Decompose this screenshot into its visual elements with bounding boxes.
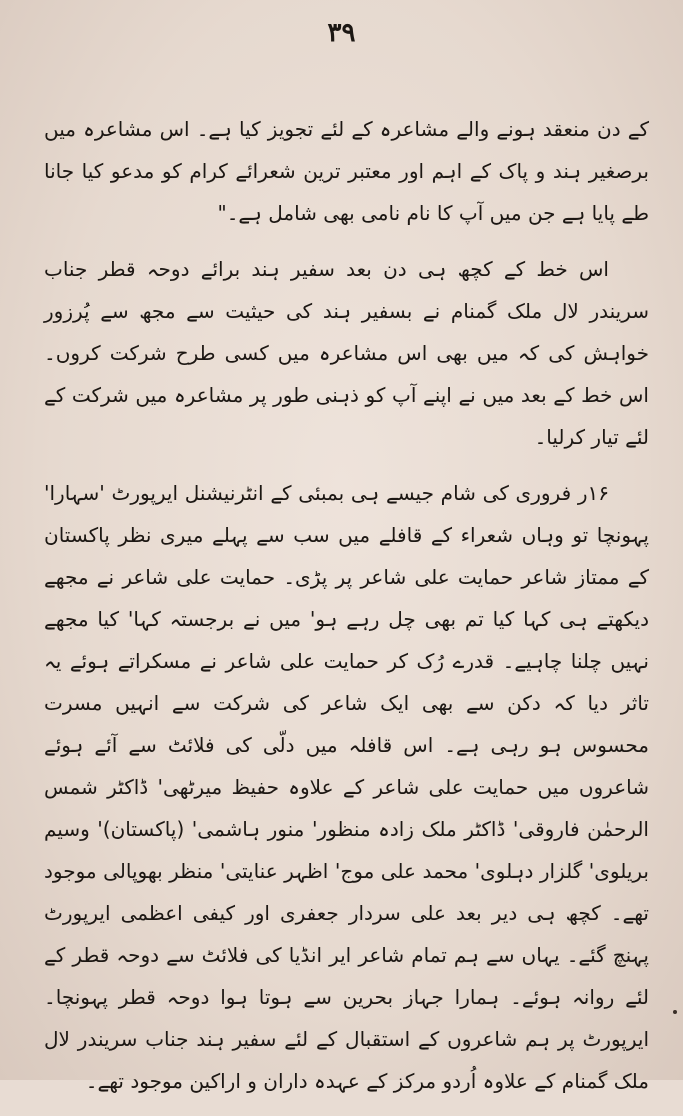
page-number: ۳۹ — [327, 18, 356, 48]
paragraph: ۱۶ر فروری کی شام جیسے ہی بمبئی کے انٹرنیشنل ایرپورٹ 'سہارا' پہونچا تو وہاں شعراء کے قافلے میں سب سے پہلے میری نظر پاکستان کے ممتاز شاعر حمایت علی شاعر پر پڑی۔ حمایت علی شاعر نے مجھے دیکھتے ہی کہا کیا تم بھی چل رہے ہو' میں نے برجستہ کہا' کیا مجھے نہیں چلنا چاہیے۔ قدرے رُک کر حمایت علی شاعر نے مسکراتے ہوئے یہ تاثر دیا کہ دکن سے بھی ایک شاعر کی شرکت سے انہیں مسرت محسوس ہو رہی ہے۔ اس قافلہ میں دلّی کی فلائٹ سے آئے ہوئے شاعروں میں حمایت علی شاعر کے علاوہ حفیظ میرٹھی' ڈاکٹر شمس الرحمٰن فاروقی' ڈاکٹر ملک زادہ منظور' منور ہاشمی' (پاکستان)' وسیم بریلوی' گلزار دہلوی' محمد علی موج' اظہر عنایتی' منظر بھوپالی موجود تھے۔ کچھ ہی دیر بعد علی سردار جعفری اور کیفی اعظمی ایرپورٹ پہنچ گئے۔ یہاں سے ہم تمام شاعر ایر انڈیا کی فلائٹ سے دوحہ قطر کے لئے روانہ ہوئے۔ ہمارا جہاز بحرین سے ہوتا ہوا دوحہ قطر پہونچا۔ ایرپورٹ پر ہم شاعروں کے استقبال کے لئے سفیر ہند جناب سریندر لال ملک گمنام کے علاوہ اُردو مرکز کے عہدہ داران و اراکین موجود تھے۔ — [44, 481, 649, 1093]
body-text — [44, 108, 649, 1116]
paragraph: کے دن منعقد ہونے والے مشاعرہ کے لئے تجویز کیا ہے۔ اس مشاعرہ میں برصغیر ہند و پاک کے اہم اور معتبر ترین شعرائے کرام کو مدعو کیا جانا طے پایا ہے جن میں آپ کا نام نامی بھی شامل ہے۔" — [44, 117, 649, 225]
paragraph: اس خط کے کچھ ہی دن بعد سفیر ہند برائے دوحہ قطر جناب سریندر لال ملک گمنام نے بسفیر ہند کی حیثیت سے مجھ سے پُرزور خواہش کی کہ میں بھی اس مشاعرہ میں کسی طرح شرکت کروں۔ اس خط کے بعد میں نے اپنے آپ کو ذہنی طور پر مشاعرہ میں شرکت کے لئے تیار کرلیا۔ — [44, 257, 649, 449]
page-mark — [673, 1010, 677, 1014]
